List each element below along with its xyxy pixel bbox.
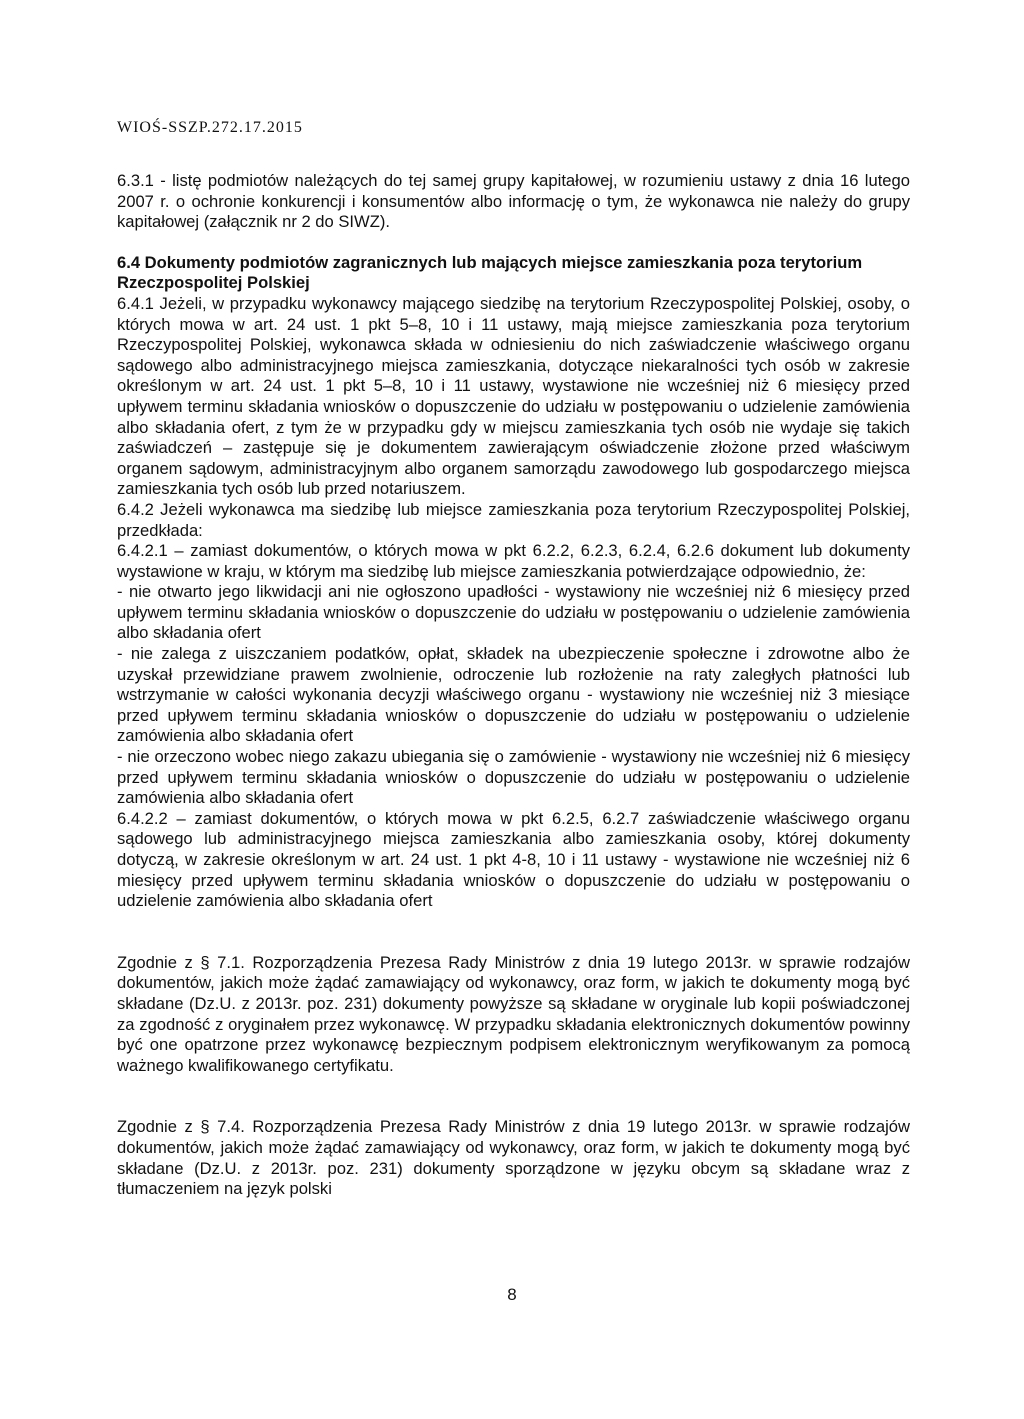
paragraph-zgodnie-7-1: Zgodnie z § 7.1. Rozporządzenia Prezesa Rady Ministrów z dnia 19 lutego 2013r. w sprawie rodzajów dokumentów, jakich może żądać zamawiający od wykonawcy, oraz form, w jakich te dokumenty mogą być składane (Dz.U. z 2013r. poz. 231) dokumenty powyższe są składane w oryginale lub kopii poświadczonej za zgodność z oryginałem przez wykonawcę. W przypadku składania elektronicznych dokumentów powinny być one opatrzone przez wykonawcę bezpiecznym podpisem elektronicznym weryfikowanym za pomocą ważnego kwalifikowanego certyfikatu. — [117, 952, 910, 1075]
paragraph-6-4-1: 6.4.1 Jeżeli, w przypadku wykonawcy mającego siedzibę na terytorium Rzeczypospolitej Polskiej, osoby, o których mowa w art. 24 ust. 1 pkt 5–8, 10 i 11 ustawy, mają miejsce zamieszkania poza terytorium Rzeczypospolitej Polskiej, wykonawca składa w odniesieniu do nich zaświadczenie właściwego organu sądowego albo administracyjnego miejsca zamieszkania, dotyczące niekaralności tych osób w zakresie określonym w art. 24 ust. 1 pkt 5–8, 10 i 11 ustawy, wystawione nie wcześniej niż 6 miesięcy przed upływem terminu składania wniosków o dopuszczenie do udziału w postępowaniu o udzielenie zamówienia albo składania ofert, z tym że w przypadku gdy w miejscu zamieszkania tych osób nie wydaje się takich zaświadczeń – zastępuje się je dokumentem zawierającym oświadczenie złożone przed właściwym organem sądowym, administracyjnym albo organem samorządu zawodowego lub gospodarczego miejsca zamieszkania tych osób lub przed notariuszem. — [117, 293, 910, 499]
spacer — [117, 1076, 910, 1117]
list-item: - nie zalega z uiszczaniem podatków, opłat, składek na ubezpieczenie społeczne i zdrowotne albo że uzyskał przewidziane prawem zwolnienie, odroczenie lub rozłożenie na raty zaległych płatności lub wstrzymanie w całości wykonania decyzji właściwego organu - wystawiony nie wcześniej niż 3 miesiące przed upływem terminu składania wniosków o dopuszczenie do udziału w postępowaniu o udzielenie zamówienia albo składania ofert — [117, 644, 910, 746]
section-heading-6-4: 6.4 Dokumenty podmiotów zagranicznych lub mających miejsce zamieszkania poza terytorium Rzeczpospolitej Polskiej — [117, 252, 863, 293]
list-item: - nie otwarto jego likwidacji ani nie ogłoszono upadłości - wystawiony nie wcześniej niż 6 miesięcy przed upływem terminu składania wniosków o dopuszczenie do udziału w postępowaniu o udzielenie zamówienia albo składania ofert — [117, 582, 910, 643]
paragraph-zgodnie-7-4: Zgodnie z § 7.4. Rozporządzenia Prezesa Rady Ministrów z dnia 19 lutego 2013r. w sprawie rodzajów dokumentów, jakich może żądać zamawiający od wykonawcy, oraz form, w jakich te dokumenty mogą być składane (Dz.U. z 2013r. poz. 231) dokumenty sporządzone w języku obcym są składane wraz z tłumaczeniem na język polski — [117, 1117, 910, 1199]
paragraph-6-4-2: 6.4.2 Jeżeli wykonawca ma siedzibę lub miejsce zamieszkania poza terytorium Rzeczypospolitej Polskiej, przedkłada: — [117, 499, 910, 540]
document-body — [117, 171, 910, 1200]
page-number: 8 — [507, 1285, 517, 1304]
spacer — [117, 233, 910, 253]
document-reference: WIOŚ-SSZP.272.17.2015 — [117, 119, 303, 136]
paragraph-6-3-1: 6.3.1 - listę podmiotów należących do tej samej grupy kapitałowej, w rozumieniu ustawy z dnia 16 lutego 2007 r. o ochronie konkurencji i konsumentów albo informację o tym, że wykonawca nie należy do grupy kapitałowej (załącznik nr 2 do SIWZ). — [117, 171, 910, 232]
list-item: - nie orzeczono wobec niego zakazu ubiegania się o zamówienie - wystawiony nie wcześniej niż 6 miesięcy przed upływem terminu składania wniosków o dopuszczenie do udziału w postępowaniu o udzielenie zamówienia albo składania ofert — [117, 747, 910, 808]
paragraph-6-4-2-1: 6.4.2.1 – zamiast dokumentów, o których mowa w pkt 6.2.2, 6.2.3, 6.2.4, 6.2.6 dokument lub dokumenty wystawione w kraju, w którym ma siedzibę lub miejsce zamieszkania potwierdzające odpowiednio, że: — [117, 541, 910, 581]
spacer — [117, 912, 910, 953]
paragraph-6-4-2-2: 6.4.2.2 – zamiast dokumentów, o których mowa w pkt 6.2.5, 6.2.7 zaświadczenie właściwego organu sądowego lub administracyjnego miejsca zamieszkania albo zamieszkania osoby, której dokumenty dotyczą, w zakresie określonym w art. 24 ust. 1 pkt 4-8, 10 i 11 ustawy - wystawione nie wcześniej niż 6 miesięcy przed upływem terminu składania wniosków o dopuszczenie do udziału w postępowaniu o udzielenie zamówienia albo składania ofert — [117, 808, 910, 911]
